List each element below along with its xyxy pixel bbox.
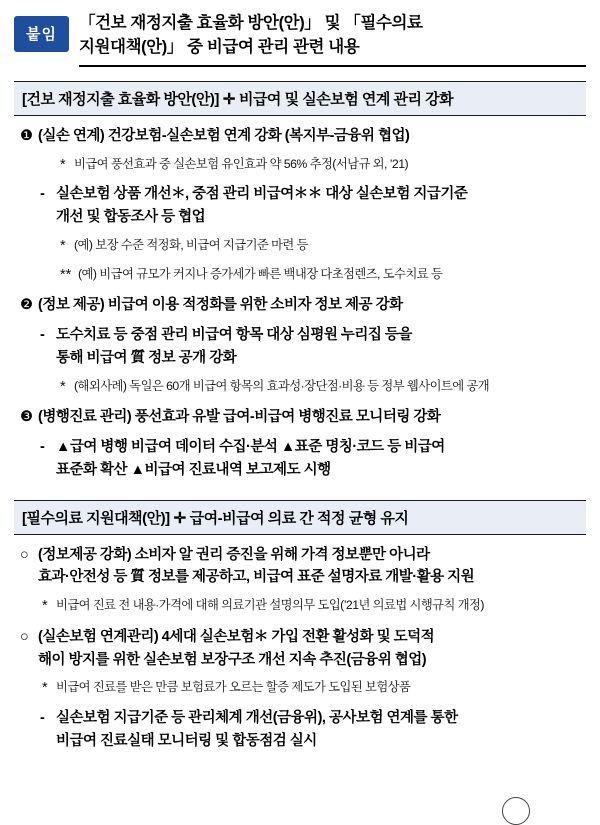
list-item-text: 표준화 확산 ▲비급여 진료내역 보고제도 시행 <box>56 461 331 478</box>
list-item-text: 실손보험 상품 개선＊, 중점 관리 비급여＊＊ 대상 실손보험 지급기준 <box>56 186 468 203</box>
list-item-note <box>18 265 586 287</box>
list-marker: - <box>40 186 45 203</box>
list-item <box>18 545 586 567</box>
note-text: (해외사례) 독일은 60개 비급여 항목의 효과성·장단점·비용 등 정부 웹사이트에 공개 <box>74 378 490 393</box>
list-item-continuation <box>18 731 586 753</box>
list-item-text: ▲급여 병행 비급여 데이터 수집·분석 ▲표준 명칭·코드 등 비급여 <box>56 439 445 456</box>
section-1-heading-right: 비급여 및 실손보험 연계 관리 강화 <box>238 90 454 108</box>
list-item-continuation <box>18 567 586 589</box>
list-item-note <box>18 155 586 177</box>
list-item <box>18 627 586 649</box>
note-text: (예) 비급여 규모가 커지나 증가세가 빠른 백내장 다초점렌즈, 도수치료 등 <box>78 266 443 281</box>
list-item-text: 실손보험 지급기준 등 관리체계 개선(금융위), 공사보험 연계를 통한 <box>56 710 458 727</box>
list-item-text: (병행진료 관리) 풍선효과 유발 급여-비급여 병행진료 모니터링 강화 <box>38 409 441 426</box>
list-item <box>18 325 586 347</box>
list-item <box>18 437 586 459</box>
list-item-text: 해이 방지를 위한 실손보험 보장구조 개선 지속 추진(금융위 협업) <box>38 651 427 668</box>
note-marker: * <box>42 680 48 697</box>
page-number-circle <box>502 797 530 825</box>
list-marker: ❷ <box>20 297 33 314</box>
plus-icon: ✛ <box>222 90 235 108</box>
document-header <box>14 12 586 67</box>
list-item <box>18 126 586 148</box>
list-item-note <box>18 377 586 399</box>
list-marker: - <box>40 710 45 727</box>
list-item <box>18 184 586 206</box>
list-item-text: (실손 연계) 건강보험-실손보험 연계 강화 (복지부-금융위 협업) <box>38 127 410 144</box>
list-marker: ○ <box>20 628 29 645</box>
list-item <box>18 708 586 730</box>
list-marker: - <box>40 327 45 344</box>
list-marker: ○ <box>20 546 29 563</box>
note-text: 비급여 풍선효과 중 실손보험 유인효과 약 56% 추정(서남규 외, ’21) <box>74 156 409 171</box>
section-2-body <box>14 545 586 753</box>
plus-icon: ✛ <box>173 509 186 527</box>
list-item-text: (정보제공 강화) 소비자 알 권리 증진을 위해 가격 정보뿐만 아니라 <box>38 546 430 563</box>
list-item-text: 비급여 진료실태 모니터링 및 합동점검 실시 <box>56 732 317 749</box>
note-text: (예) 보장 수준 적정화, 비급여 지급기준 마련 등 <box>74 237 308 252</box>
list-item-text: 도수치료 등 중점 관리 비급여 항목 대상 심평원 누리집 등을 <box>56 327 412 344</box>
list-item-note <box>18 596 586 618</box>
section-2-heading-left: [필수의료 지원대책(안)] <box>22 509 170 527</box>
note-text: 비급여 진료를 받은 만큼 보험료가 오르는 할증 제도가 도입된 보험상품 <box>56 680 411 695</box>
list-item-text: 통해 비급여 質 정보 공개 강화 <box>56 349 237 366</box>
section-1-body <box>14 126 586 482</box>
page-title <box>79 12 586 67</box>
list-marker: ❸ <box>20 409 33 426</box>
list-item-note <box>18 236 586 258</box>
section-1-heading <box>14 81 586 116</box>
note-marker: * <box>60 378 66 395</box>
list-item-continuation <box>18 650 586 672</box>
list-item-text: (실손보험 연계관리) 4세대 실손보험＊ 가입 전환 활성화 및 도덕적 <box>38 628 435 645</box>
page-title-line-2: 지원대책(안)」 중 비급여 관리 관련 내용 <box>78 37 360 56</box>
list-item-note <box>18 678 586 700</box>
list-item-text: (정보 제공) 비급여 이용 적정화를 위한 소비자 정보 제공 강화 <box>38 297 403 314</box>
list-item-continuation <box>18 460 586 482</box>
note-marker: * <box>60 237 66 254</box>
attachment-badge: 붙임 <box>14 16 69 52</box>
list-item-continuation <box>18 348 586 370</box>
list-marker: - <box>40 439 45 456</box>
list-item <box>18 407 586 429</box>
section-2-heading-right: 급여-비급여 의료 간 적정 균형 유지 <box>189 509 409 527</box>
note-marker: ** <box>60 266 72 283</box>
note-text: 비급여 진료 전 내용·가격에 대해 의료기관 설명의무 도입(’21년 의료법 시행규칙 개정) <box>56 598 484 613</box>
page-title-line-1: 「건보 재정지출 효율화 방안(안)」 및 「필수의료 <box>78 14 423 32</box>
list-item-text: 개선 및 합동조사 등 협업 <box>56 209 206 226</box>
list-item <box>18 295 586 317</box>
note-marker: * <box>42 598 48 615</box>
list-marker: ❶ <box>20 127 33 144</box>
list-item-continuation <box>18 207 586 229</box>
section-1-heading-left: [건보 재정지출 효율화 방안(안)] <box>22 90 219 108</box>
list-item-text: 효과·안전성 등 質 정보를 제공하고, 비급여 표준 설명자료 개발·활용 지원 <box>38 569 475 586</box>
note-marker: * <box>60 156 66 173</box>
section-2-heading <box>14 500 586 535</box>
